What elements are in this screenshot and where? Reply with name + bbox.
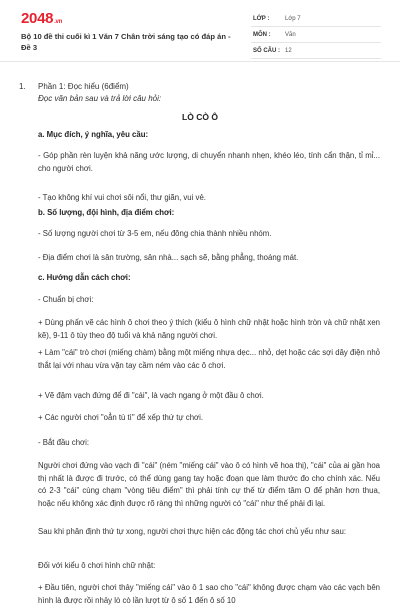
paragraph: - Bắt đầu chơi: <box>38 438 90 447</box>
document-header <box>0 0 400 62</box>
paragraph: - Chuẩn bị chơi: <box>38 295 94 304</box>
paragraph: Người chơi đứng vào vạch đi "cái" (ném "miếng cái" vào ô có hình vẽ hoa thị), "cái" của ai gần hoa thị nhất là được đi trước, có thể dùng gang tay hoặc đoạn que làm thước đo cho chính xác. Nếu có 2-3 "cái" cùng chạm "vòng tiêu điểm" thì phải tính cự thế từ điểm tâm O để phân hơn thua, hoặc nếu không xác định được rõ ràng thì những người có "cái" như thế phải đi lại. <box>38 461 380 508</box>
question-number: 1. <box>19 82 26 91</box>
paragraph: + Đầu tiên, người chơi thảy "miếng cái" vào ô 1 sao cho "cái" không được chạm vào các vạch bên hình là được rồi nhảy lò cò lần lượt từ ô số 1 đến ô số 10 <box>38 583 380 605</box>
paragraph: + Vẽ đậm vạch đứng để đi "cái", là vạch ngang ở một đầu ô chơi. <box>38 391 264 400</box>
meta-row-class <box>251 11 381 27</box>
paragraph: Đối với kiểu ô chơi hình chữ nhật: <box>38 561 156 570</box>
logo-text: 2048 <box>21 10 54 27</box>
instruction: Đọc văn bản sau và trả lời câu hỏi: <box>38 94 162 103</box>
paragraph: + Các người chơi "oẳn tù tì" để xếp thứ tự chơi. <box>38 413 204 422</box>
paragraph: Sau khi phân định thứ tự xong, người chơi thực hiện các động tác chơi chủ yếu như sau: <box>38 527 347 536</box>
meta-table <box>251 11 381 59</box>
paragraph: - Số lượng người chơi từ 3-5 em, nếu đông chia thành nhiều nhóm. <box>38 229 272 238</box>
meta-label: LỚP : <box>253 16 270 22</box>
document-title: Bộ 10 đề thi cuối kì 1 Văn 7 Chân trời sáng tạo có đáp án - Đề 3 <box>21 32 231 52</box>
paragraph: + Dùng phấn vẽ các hình ô chơi theo ý thích (kiểu ô hình chữ nhật hoặc hình tròn và chữ nhật xen kẽ), 9-11 ô tùy theo độ tuổi và khả năng người chơi. <box>38 318 380 340</box>
paragraph: + Làm "cái" trò chơi (miếng chàm) bằng một miếng nhựa dẹc... nhỏ, dẹt hoặc các sợi dây điện nhỏ thắt lại với nhau vừa vặn tay cầm ném vào các ô chơi. <box>38 348 380 370</box>
meta-value: 12 <box>285 48 292 54</box>
passage-title: LÒ CÒ Ô <box>182 112 218 122</box>
part-title: Phần 1: Đọc hiểu (6điểm) <box>38 82 129 91</box>
site-logo[interactable] <box>21 10 62 27</box>
section-heading: b. Số lượng, đội hình, địa điểm chơi: <box>38 208 175 217</box>
section-heading: a. Mục đích, ý nghĩa, yêu cầu: <box>38 130 149 139</box>
paragraph: - Tạo không khí vui chơi sôi nổi, thư giãn, vui vẻ. <box>38 193 206 202</box>
logo-suffix: .vn <box>54 19 62 25</box>
paragraph: - Góp phần rèn luyện khả năng ước lượng, di chuyển nhanh nhẹn, khéo léo, tính cẩn thận, tỉ mỉ... cho người chơi. <box>38 151 380 173</box>
meta-label: MÔN : <box>253 32 271 38</box>
meta-row-subject <box>251 27 381 43</box>
section-heading: c. Hướng dẫn cách chơi: <box>38 273 131 282</box>
meta-label: SỐ CÂU : <box>253 48 280 54</box>
meta-row-count <box>251 43 381 59</box>
meta-value: Lớp 7 <box>285 16 301 22</box>
paragraph: - Địa điểm chơi là sân trường, sân nhà... sạch sẽ, bằng phẳng, thoáng mát. <box>38 253 299 262</box>
meta-value: Văn <box>285 32 296 38</box>
